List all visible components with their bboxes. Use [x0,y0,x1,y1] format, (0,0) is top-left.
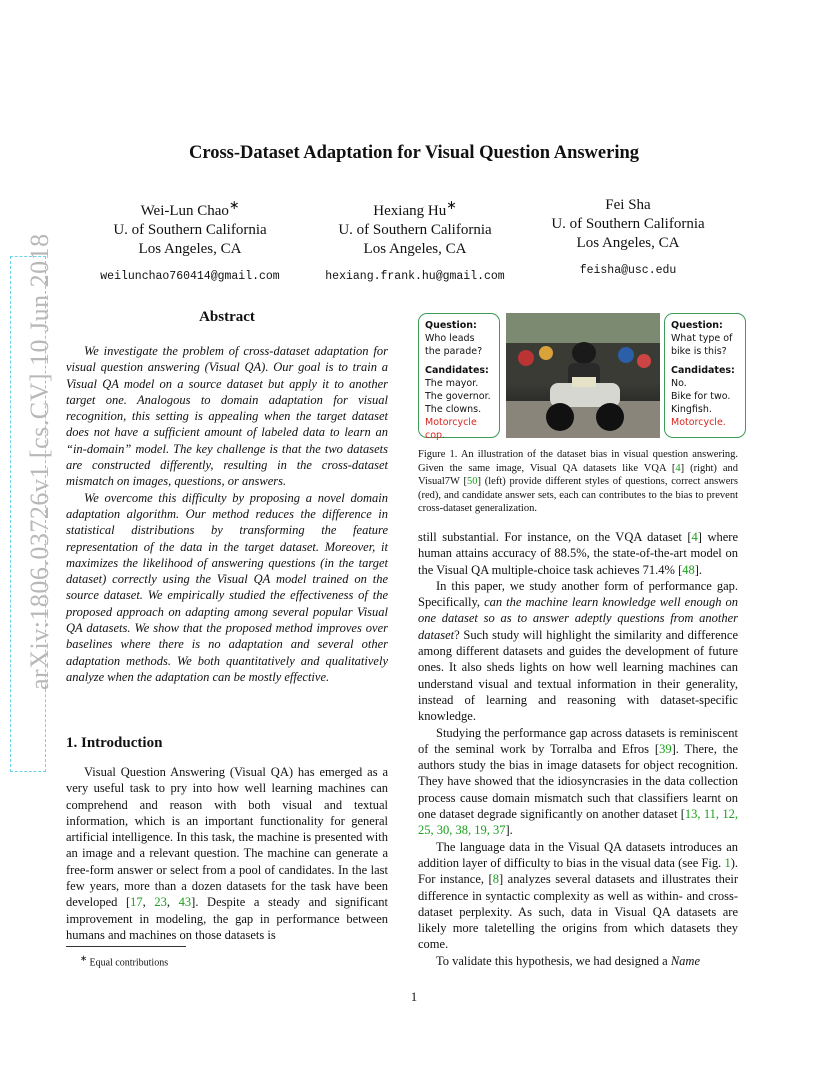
citation-link[interactable]: 13, 11, 12, 25, 30, 38, 19, 37 [418,807,738,838]
abstract-heading: Abstract [199,309,255,325]
author-block-2 [310,196,520,286]
citation-link[interactable]: 23 [154,895,167,910]
author-mark: ∗ [446,198,457,212]
candidate-item: No. [671,378,687,389]
figure-right-panel [664,313,746,438]
paper-title: Cross-Dataset Adaptation for Visual Question Answering [188,143,640,163]
author-email: hexiang.frank.hu@gmail.com [325,270,505,283]
figure-reference-link[interactable]: 1 [724,855,731,870]
section-heading-introduction: 1. Introduction [66,735,163,751]
author-affiliation: U. of Southern California [338,222,492,238]
candidate-item: The clowns. [425,404,482,415]
author-email: feisha@usc.edu [579,264,677,277]
author-email: weilunchao760414@gmail.com [100,270,280,283]
question-text: Who leads the parade? [425,333,483,357]
author-name: Wei-Lun Chao [140,203,229,219]
paragraph: To validate this hypothesis, we had designed a Name [436,953,701,968]
author-location: Los Angeles, CA [576,235,680,251]
footnote: ∗ Equal contributions [80,954,169,969]
citation-link[interactable]: 43 [178,895,192,910]
figure-left-panel [418,313,500,441]
author-location: Los Angeles, CA [363,241,467,257]
citation-link[interactable]: 50 [467,476,478,488]
abstract-paragraph-1: We investigate the problem of cross-dataset adaptation for visual question answering (Visual QA). Our goal is to train a Visual QA model on a source dataset but apply it to another target one. Analogous to domain adaptation for visual recognition, this setting is appealing when the target dataset does not have a sufficient amount of labeled data to learn an “in-domain” model. The key challenge is that the two datasets are constructed differently, resulting in the cross-dataset mismatch on images, questions, or answers. [66,344,388,489]
author-name: Hexiang Hu [373,203,447,219]
author-block-3 [523,196,733,280]
question-text: What type of bike is this? [671,333,733,357]
candidates-label: Candidates: [671,365,735,376]
photo-illustration [506,313,660,438]
question-label: Question: [425,320,477,331]
citation-link[interactable]: 4 [691,530,698,544]
paragraph: In this paper, we study another form of performance gap. Specifically, can the machine learn knowledge well enough on one dataset so as to answer adeptly questions from another dataset? Such study will highlight the similarity and difference among different datasets and guides the development of future ones. It also sheds lights on how well learning machines can understand visual and textual information in their generality, instead of learning and reasoning with dataset-specific knowledge. [418,578,738,724]
author-block-1 [85,196,295,286]
parade-motorcycle-photo [506,313,660,438]
candidates-label: Candidates: [425,365,489,376]
citation-link[interactable]: 17 [130,895,143,910]
author-mark: ∗ [228,198,240,212]
page-number: 1 [410,990,418,1004]
arxiv-stamp: arXiv:1806.03726v1 [cs.CV] 10 Jun 2018 [25,233,54,690]
author-location: Los Angeles, CA [138,241,242,257]
candidate-item: Bike for two. [671,391,731,402]
author-name: Fei Sha [605,197,651,213]
paragraph: The language data in the Visual QA datasets introduces an addition layer of difficulty to bias in the visual data (see Fig. 1). For instance, [8] analyzes several datasets and illustrates their difference in syntactic complexity as well as within- and cross-dataset perplexity. As such, data in Visual QA datasets are likely more taletelling the origins from which datasets they come. [418,839,738,952]
citation-link[interactable]: 4 [675,462,681,474]
abstract-body [66,343,388,685]
candidate-item: The mayor. [425,378,479,389]
candidate-item: The governor. [425,391,491,402]
intro-paragraph-1: Visual Question Answering (Visual QA) has emerged as a very useful task to pry into how well learning machines can comprehend and reason with both visual and textual information, which is an important functionality for general artificial intelligence. In this task, the machine is presented with an image and a relevant question. The machine can generate a free-form answer or select from a pool of candidates. In the last few years, more than a dozen datasets for the task have been developed [17, 23, 43]. Despite a steady and significant improvement in modeling, the gap in performance between humans and machines on those datasets is [66,765,389,942]
citation-link[interactable]: 39 [659,741,672,756]
author-affiliation: U. of Southern California [551,216,705,232]
author-affiliation: U. of Southern California [113,222,267,238]
paragraph: Studying the performance gap across datasets is reminiscent of the seminal work by Torralba and Efros [39]. There, the authors study the bias in image datasets for object recognition. They have showed that the idiosyncrasies in the data collection process cause domain mismatch such that classifiers learnt on one dataset degrade significantly on another dataset [13, 11, 12, 25, 30, 38, 19, 37]. [418,725,738,838]
correct-answer: Motorcycle cop. [425,417,477,441]
citation-link[interactable]: 8 [492,872,499,887]
question-label: Question: [671,320,723,331]
paragraph: still substantial. For instance, on the VQA dataset [4] where human attains accuracy of 88.5%, the state-of-the-art model on the Visual QA multiple-choice task achieves 71.4% [48]. [418,530,738,577]
correct-answer: Motorcycle. [671,417,726,428]
footnote-rule [66,946,186,947]
abstract-paragraph-2: We overcome this difficulty by proposing a novel domain adaptation algorithm. Our method reduces the difference in statistical distributions by transforming the feature representation of the data in the target dataset. Moreover, it maximizes the likelihood of answering questions (in the target dataset) correctly using the Visual QA model trained on the source dataset. We empirically studied the effectiveness of the proposed approach on adapting among several popular Visual QA datasets. We show that the proposed method improves over baselines where there is no adaptation and several other adaptation methods. We both quantitatively and qualitatively analyze when the adaptation can be mostly effective. [66,490,388,684]
right-column-body [418,529,738,969]
candidate-item: Kingfish. [671,404,712,415]
intro-body [66,764,388,943]
figure-caption: Figure 1. An illustration of the dataset bias in visual question answering. Given the same image, Visual QA datasets like VQA [4] (right) and Visual7W [50] (left) provide different styles of questions, correct answers (red), and candidate answer sets, each can contributes to the bias to prevent cross-dataset generalization. [418,449,739,515]
citation-link[interactable]: 48 [682,562,695,577]
